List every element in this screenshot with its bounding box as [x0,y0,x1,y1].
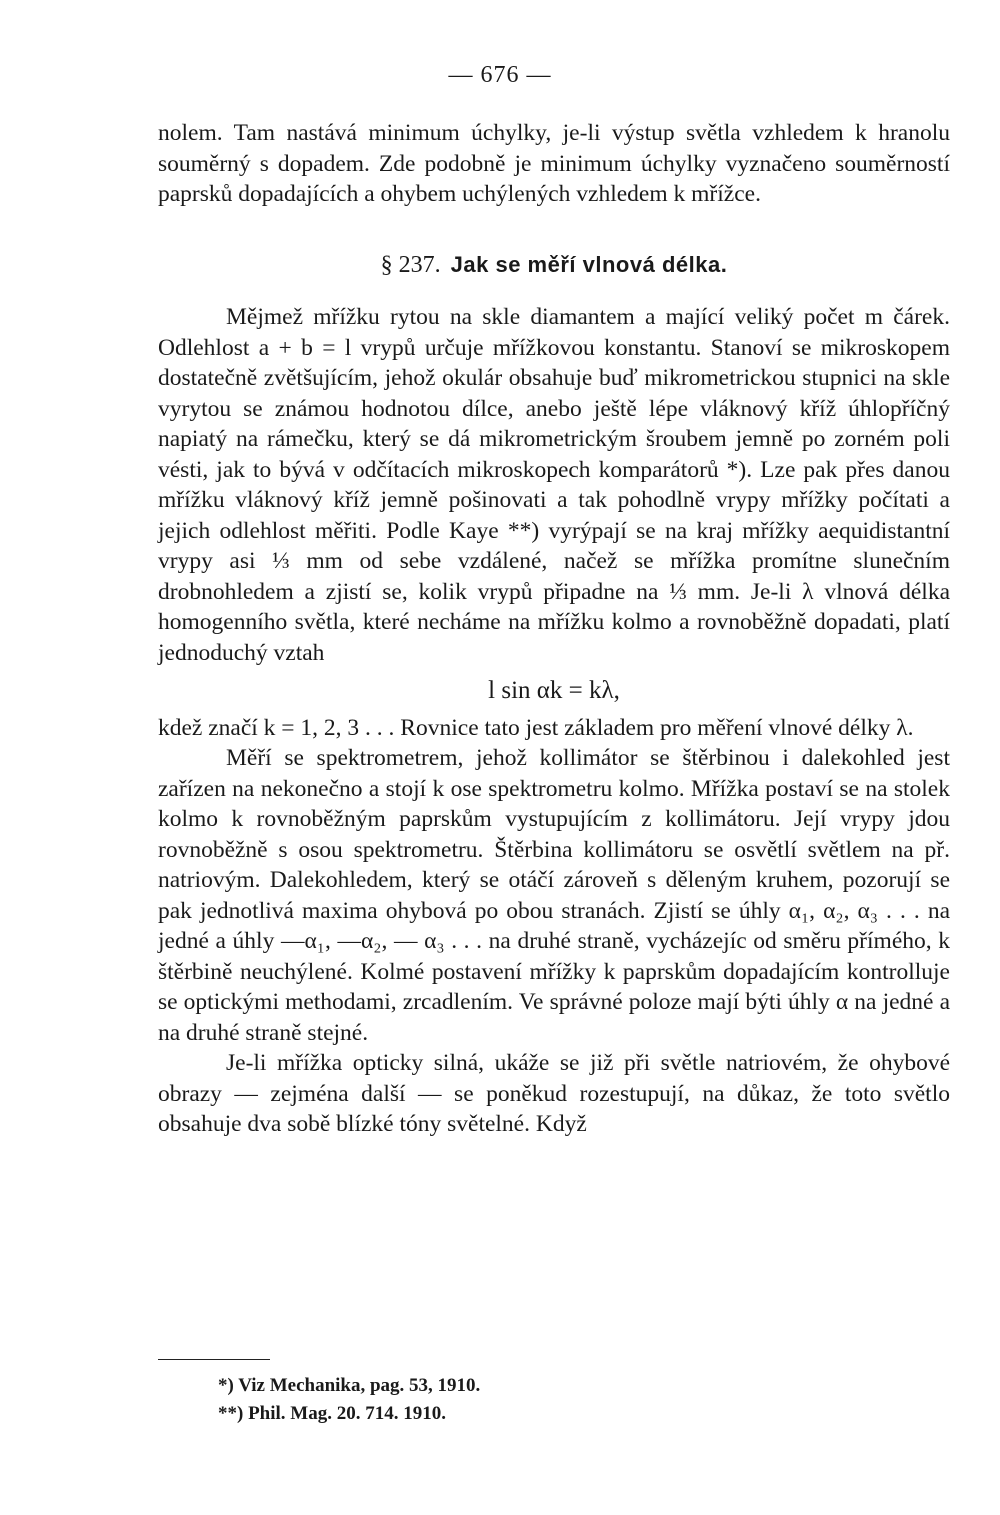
paragraph-equation-note: kdež značí k = 1, 2, 3 . . . Rovnice tato jest základem pro měření vlnové délky λ. [158,714,914,741]
equation-grating: l sin αk = kλ, [488,677,620,704]
section-title: Jak se měří vlnová délka. [450,251,728,277]
paragraph-continuation: nolem. Tam nastává minimum úchylky, je-li výstup světla vzhledem k hranolu souměrný s dopadem. Zde podobně je minimum úchylky vyznačeno souměrností paprsků dopadajících a ohybem uchýlených vzhledem k mřížce. [158,120,950,207]
footnote-2: **) Phil. Mag. 20. 714. 1910. [218,1403,446,1424]
paragraph-spectrometer: Měří se spektrometrem, jehož kollimátor se štěrbinou i dalekohled jest zařízen na nekonečno a stojí k ose spektrometru kolmo. Mřížka postaví se na stolek kolmo k rovnoběžným paprskům vystupujícím z kollimátoru. Její vrypy jdou rovnoběžně s osou spektrometru. Štěrbina kollimátoru se osvětlí světlem na př. natriovým. Dalekohledem, který se otáčí zároveň s děleným kruhem, pozorují se pak jednotlivá maxima ohybová po obou stranách. Zjistí se úhly α₁, α₂, α₃ . . . na jedné a úhly —α₁, —α₂, — α₃ . . . na druhé straně, vycházejíc od směru přímého, k štěrbině neuchýlené. Kolmé postavení mřížky k paprskům dopadajícím kontrolluje se optickými methodami, zrcadlením. Ve správné poloze mají býti úhly α na jedné a na druhé straně stejné. [158,745,950,1046]
paragraph-sodium-light: Je-li mřížka opticky silná, ukáže se již při světle natriovém, že ohybové obrazy — zejména další — se poněkud rozestupují, na důkaz, že toto světlo obsahuje dva sobě blízké tóny světelné. Když [158,1050,950,1137]
section-heading [158,250,950,281]
footnote-1: *) Viz Mechanika, pag. 53, 1910. [218,1375,481,1396]
footnote-divider [158,1359,270,1360]
paragraph-grating-constant: Mějmež mřížku rytou na skle diamantem a mající veliký počet m čárek. Odlehlost a + b = l vrypů určuje mřížkovou konstantu. Stanoví se mikroskopem dostatečně zvětšujícím, jehož okulár obsahuje buď mikrometrickou stupnici na skle vyrytou se známou hodnotou dílce, anebo ještě lépe vláknový kříž úhlopříčný napiatý na rámečku, který se dá mikrometrickým šroubem jemně po zorném poli vésti, jak to bývá v odčítacích mikroskopech komparátorů *). Lze pak přes danou mřížku vláknový kříž jemně pošinovati a tak pohodlně vrypy mřížky počítati a jejich odlehlost měřiti. Podle Kaye **) vyrýpají se na kraj mřížky aequidistantní vrypy asi ⅓ mm od sebe vzdálené, načež se mřížka promítne slunečním drobnohledem a zjistí se, kolik vrypů připadne na ⅓ mm. Je-li λ vlnová délka homogenního světla, které necháme na mřížku kolmo a rovnoběžně dopadati, platí jednoduchý vztah [158,304,950,666]
page-body [158,118,950,1140]
page-number: — 676 — [448,62,552,88]
section-number: § 237. [380,251,441,278]
footnotes [218,1372,918,1428]
